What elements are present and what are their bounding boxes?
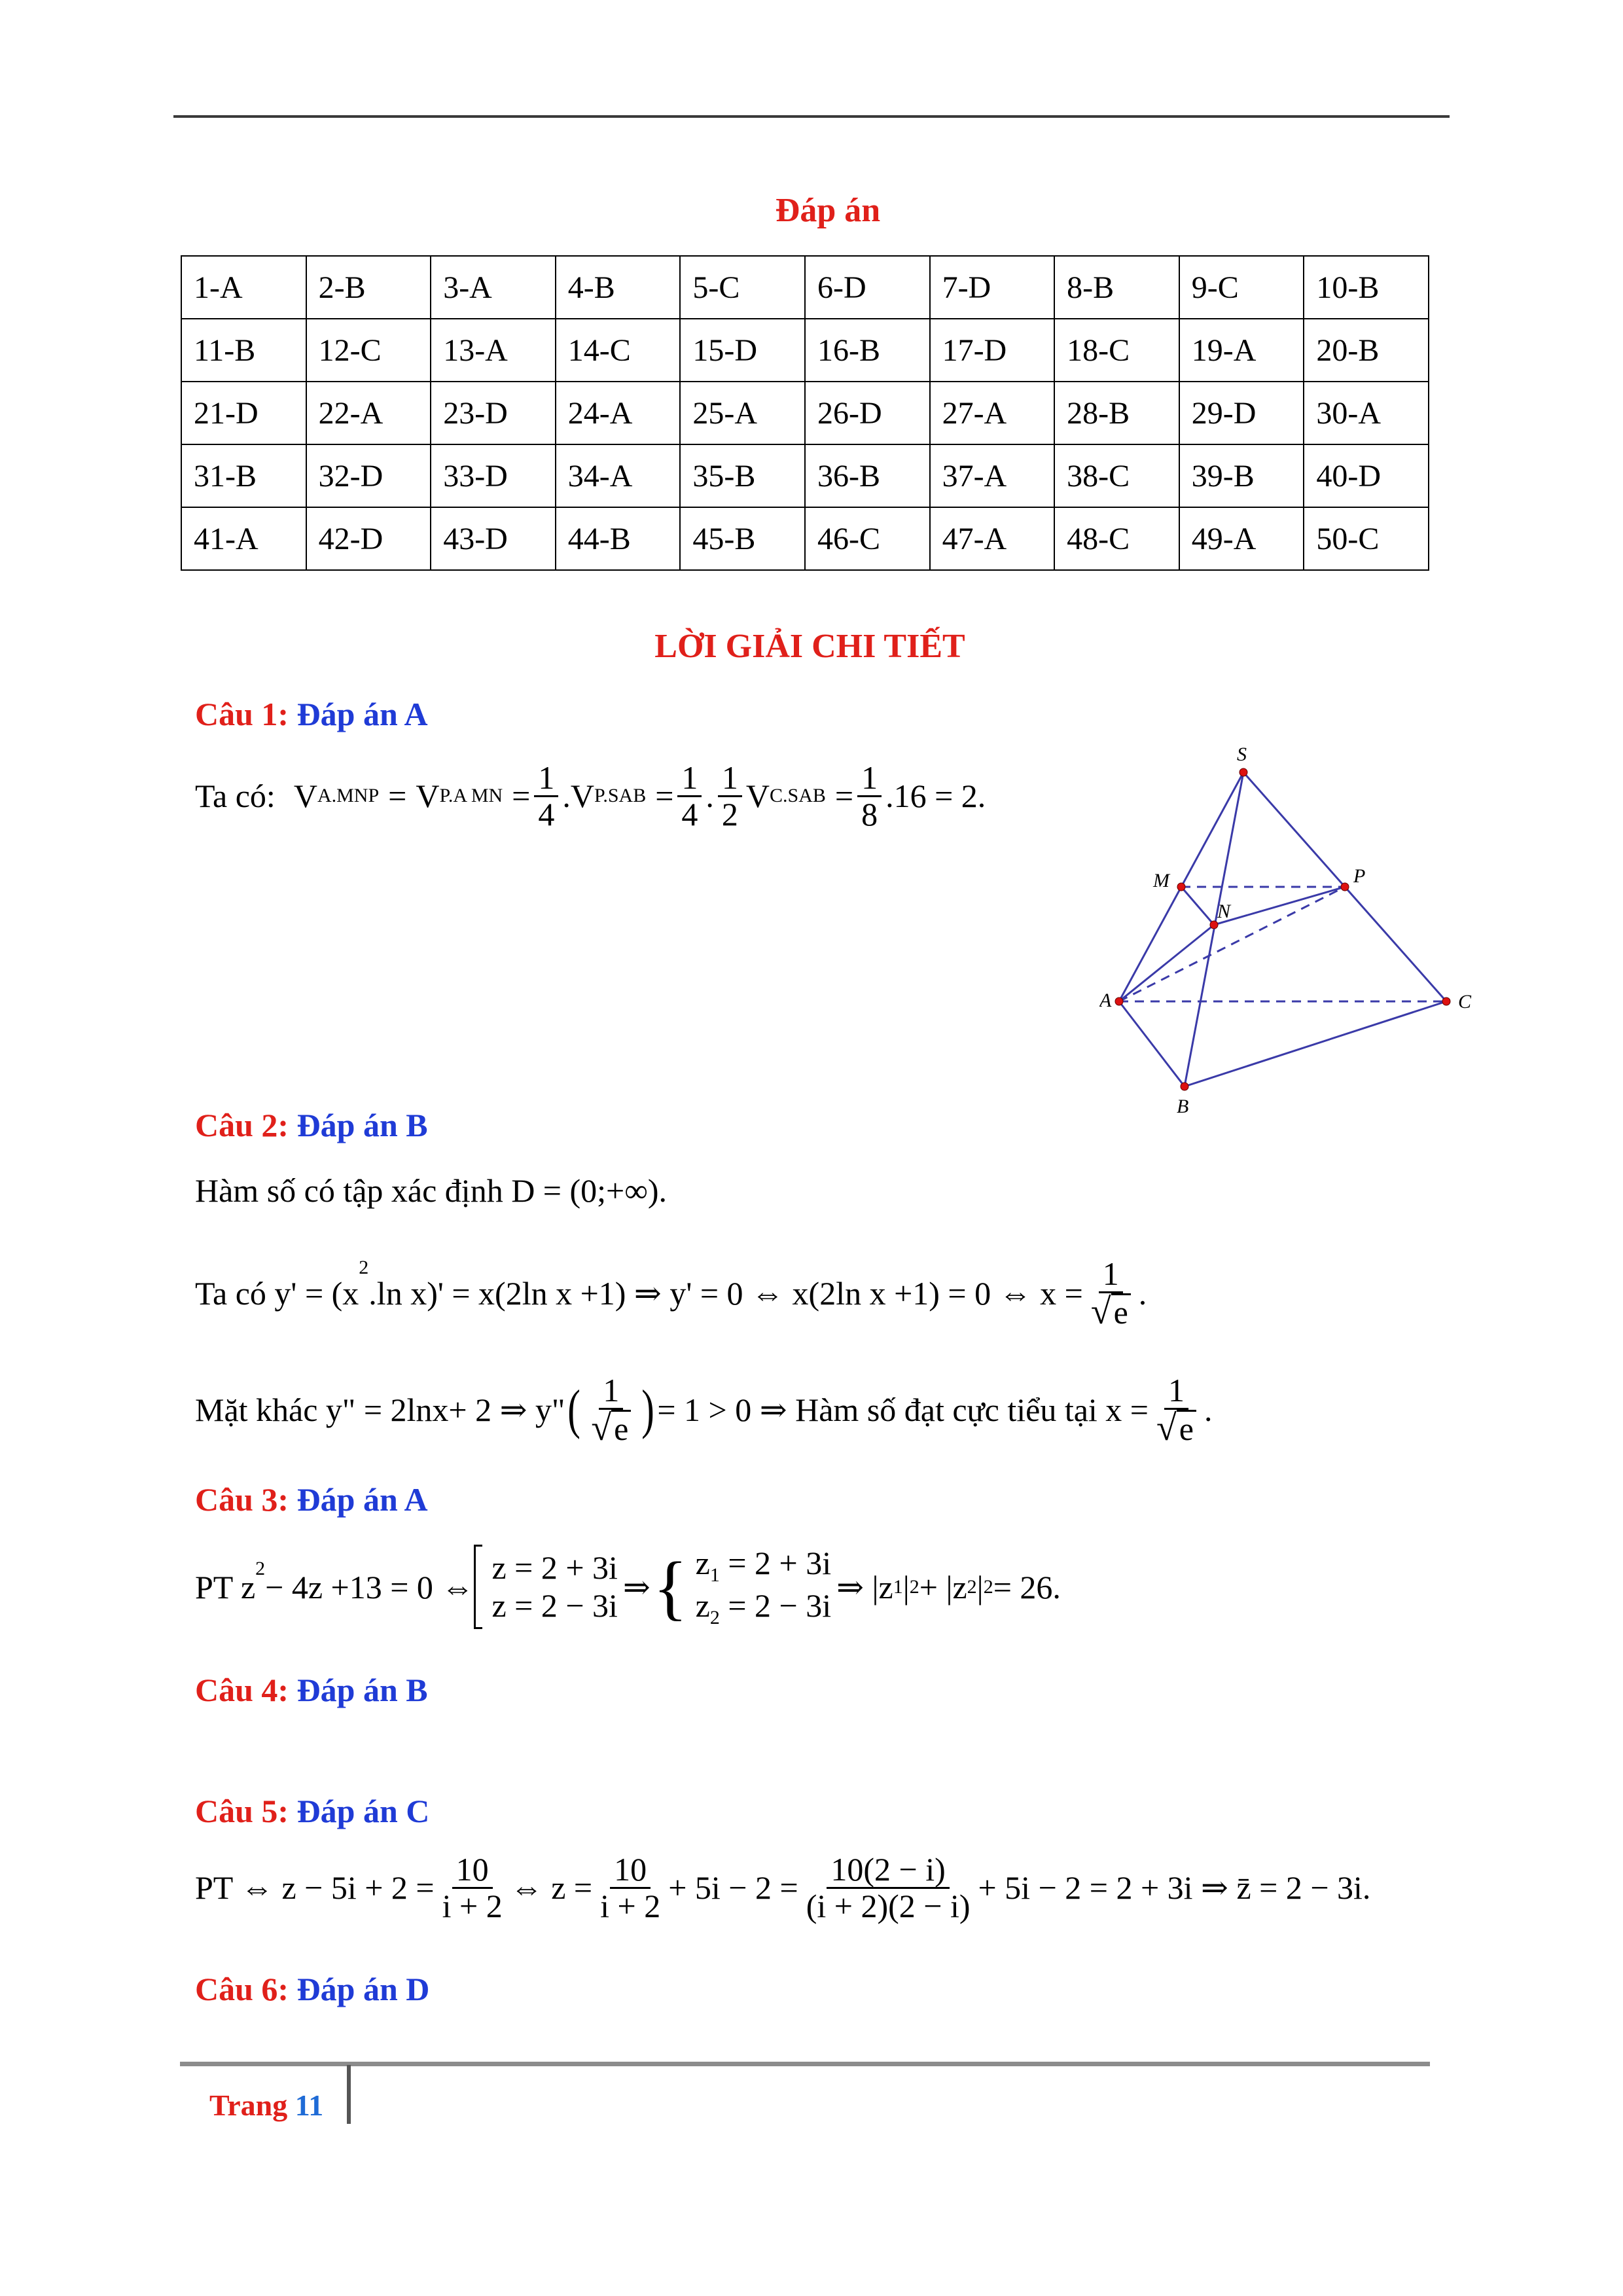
answer-cell: 46-C bbox=[805, 507, 930, 570]
answer-cell: 39-B bbox=[1179, 444, 1304, 507]
answer-key-table bbox=[181, 255, 1429, 571]
answer-cell: 25-A bbox=[680, 382, 805, 444]
answer-cell: 15-D bbox=[680, 319, 805, 382]
answer-cell: 38-C bbox=[1054, 444, 1179, 507]
answer-cell: 13-A bbox=[431, 319, 556, 382]
question-5-heading: Câu 5: Đáp án C bbox=[195, 1793, 430, 1829]
answer-cell: 14-C bbox=[556, 319, 681, 382]
answer-cell: 26-D bbox=[805, 382, 930, 444]
tetrahedron-figure bbox=[1099, 740, 1492, 1119]
answer-cell: 8-B bbox=[1054, 256, 1179, 319]
answer-row bbox=[181, 507, 1429, 570]
answer-cell: 21-D bbox=[181, 382, 306, 444]
edge-SB bbox=[1185, 772, 1243, 1086]
label-B: B bbox=[1177, 1096, 1189, 1117]
label-P: P bbox=[1353, 865, 1366, 887]
answer-cell: 19-A bbox=[1179, 319, 1304, 382]
footer-rule bbox=[180, 2062, 1430, 2066]
answer-cell: 9-C bbox=[1179, 256, 1304, 319]
answer-cell: 34-A bbox=[556, 444, 681, 507]
answer-cell: 48-C bbox=[1054, 507, 1179, 570]
answer-cell: 37-A bbox=[930, 444, 1055, 507]
page-number: Trang 11 bbox=[209, 2089, 324, 2122]
answer-cell: 42-D bbox=[306, 507, 431, 570]
answer-cell: 45-B bbox=[680, 507, 805, 570]
edge-AB bbox=[1119, 1001, 1185, 1086]
answer-key-title: Đáp án bbox=[775, 192, 881, 229]
answer-cell: 6-D bbox=[805, 256, 930, 319]
answer-cell: 12-C bbox=[306, 319, 431, 382]
edge-BC bbox=[1185, 1001, 1446, 1086]
footer-divider bbox=[347, 2065, 351, 2124]
answer-cell: 10-B bbox=[1304, 256, 1429, 319]
answer-cell: 5-C bbox=[680, 256, 805, 319]
answer-cell: 32-D bbox=[306, 444, 431, 507]
answer-cell: 27-A bbox=[930, 382, 1055, 444]
question-4-heading: Câu 4: Đáp án B bbox=[195, 1672, 428, 1708]
answer-cell: 24-A bbox=[556, 382, 681, 444]
question-1-heading: Câu 1: Đáp án A bbox=[195, 696, 428, 732]
edge-AN bbox=[1119, 925, 1214, 1001]
label-N: N bbox=[1217, 901, 1231, 922]
answer-row bbox=[181, 444, 1429, 507]
answer-row bbox=[181, 256, 1429, 319]
answer-cell: 1-A bbox=[181, 256, 306, 319]
answer-cell: 3-A bbox=[431, 256, 556, 319]
question-1-formula: Ta có: V A.MNP = V P.A MN = $\frac{1}{4}$ .V P.SAB = $\frac{1}{4}$ . $\frac{1}{2}$ V C.SAB = $\frac{1}{8}$ .16 = 2. bbox=[195, 759, 986, 833]
answer-cell: 33-D bbox=[431, 444, 556, 507]
label-S: S bbox=[1237, 744, 1247, 765]
answer-cell: 49-A bbox=[1179, 507, 1304, 570]
answer-cell: 31-B bbox=[181, 444, 306, 507]
question-6-heading: Câu 6: Đáp án D bbox=[195, 1971, 430, 2007]
answer-cell: 22-A bbox=[306, 382, 431, 444]
answer-cell: 50-C bbox=[1304, 507, 1429, 570]
answer-cell: 28-B bbox=[1054, 382, 1179, 444]
answer-cell: 20-B bbox=[1304, 319, 1429, 382]
answer-row bbox=[181, 382, 1429, 444]
answer-cell: 18-C bbox=[1054, 319, 1179, 382]
answer-cell: 43-D bbox=[431, 507, 556, 570]
answer-cell: 4-B bbox=[556, 256, 681, 319]
label-M: M bbox=[1153, 870, 1169, 891]
edge-MN bbox=[1181, 887, 1214, 925]
answer-cell: 2-B bbox=[306, 256, 431, 319]
label-C: C bbox=[1458, 991, 1472, 1013]
answer-cell: 36-B bbox=[805, 444, 930, 507]
answer-cell: 30-A bbox=[1304, 382, 1429, 444]
answer-cell: 44-B bbox=[556, 507, 681, 570]
answer-cell: 23-D bbox=[431, 382, 556, 444]
question-2-line-1: Hàm số có tập xác định D = (0;+∞). bbox=[195, 1172, 668, 1209]
header-rule bbox=[173, 115, 1450, 118]
answer-cell: 40-D bbox=[1304, 444, 1429, 507]
question-5-formula: PT ⇔ z − 5i + 2 = $\frac{10}{i + 2}$ ⇔ z = $\frac{10}{i + 2}$ + 5i − 2 = $\frac{10(2 - i)}{(i + 2)(2 - i)}$ + 5i − 2 = 2 + 3i ⇒ z̄ = 2 − 3i. bbox=[195, 1851, 1371, 1924]
solutions-title: LỜI GIẢI CHI TIẾT bbox=[654, 628, 965, 665]
question-3-heading: Câu 3: Đáp án A bbox=[195, 1481, 428, 1518]
answer-cell: 41-A bbox=[181, 507, 306, 570]
answer-cell: 29-D bbox=[1179, 382, 1304, 444]
question-3-formula: PT z $^2$ − 4z +13 = 0 ⇔ z = 2 + 3i z = 2 − 3i ⇒ { $z_1 = 2 + 3i$ $z_2 = 2 - 3i$ ⇒ |z 1 | 2 + |z 2 | 2 = 26. bbox=[195, 1545, 1061, 1628]
label-A: A bbox=[1099, 990, 1112, 1011]
question-2-heading: Câu 2: Đáp án B bbox=[195, 1107, 428, 1143]
answer-cell: 7-D bbox=[930, 256, 1055, 319]
answer-cell: 17-D bbox=[930, 319, 1055, 382]
answer-cell: 47-A bbox=[930, 507, 1055, 570]
answer-cell: 35-B bbox=[680, 444, 805, 507]
question-2-line-3: Mặt khác y" = 2lnx+ 2 ⇒ y" ( 1 √ e ) = 1 > 0 ⇒ Hàm số đạt cực tiểu tại x = 1 √ e . bbox=[195, 1372, 1213, 1448]
edge-AP-dashed bbox=[1119, 887, 1345, 1001]
answer-cell: 16-B bbox=[805, 319, 930, 382]
answer-cell: 11-B bbox=[181, 319, 306, 382]
answer-row bbox=[181, 319, 1429, 382]
question-2-line-2: Ta có y' = (x $^2$ .ln x)' = x(2ln x +1) ⇒ y' = 0 ⇔ x(2ln x +1) = 0 ⇔ x = 1 √ e . bbox=[195, 1255, 1147, 1332]
